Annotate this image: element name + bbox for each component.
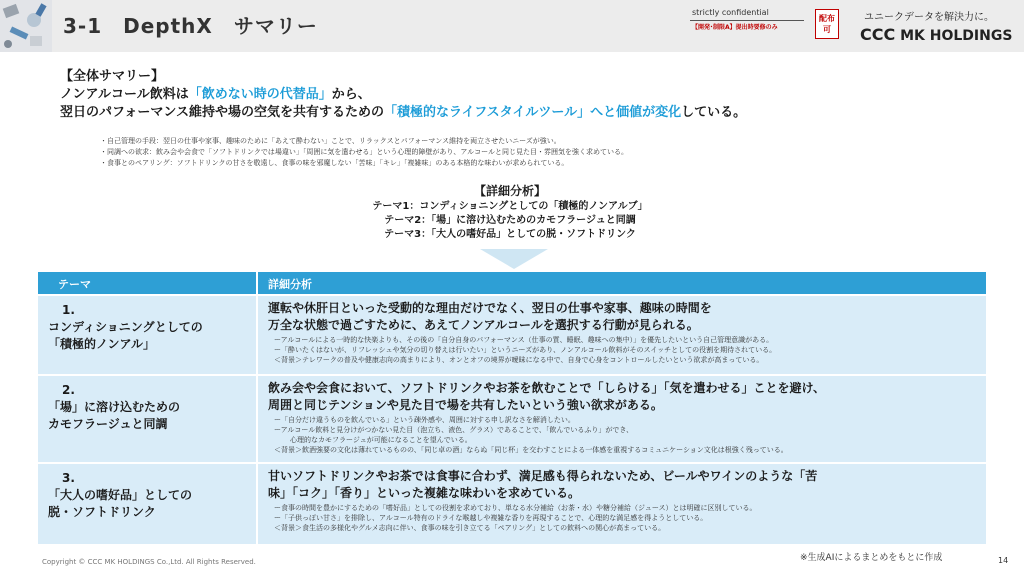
overall-summary <box>60 68 960 122</box>
summary-bullet: ・同調への欲求：飲み会や会食で「ソフトドリンクでは場違い」「周囲に気を遣わせる」という心理的障壁があり、アルコールと同じ見た目・雰囲気を強く求めている。 <box>100 148 628 156</box>
detail-cell <box>256 296 986 374</box>
theme-title: カモフラージュと同調 <box>48 417 168 431</box>
copyright-text: Copyright © CCC MK HOLDINGS Co.,Ltd. All Rights Reserved. <box>42 558 256 566</box>
table-header <box>38 272 986 294</box>
detail-cell <box>256 376 986 462</box>
detail-sub-text: ー「酔いたくはないが、リフレッシュや気分の切り替えは行いたい」というニーズがあり、ノンアルコール飲料がそのスイッチとしての役割を期待されている。 <box>274 346 777 354</box>
detail-sub-text: ー「子供っぽい甘さ」を排除し、アルコール特有のドライな喉越しや複雑な香りを再現することで、心理的な満足感を得ようとしている。 <box>274 514 708 522</box>
company-logo <box>860 25 1012 44</box>
detail-sub-text: ＜背景＞飲酒強要の文化は薄れているものの、「同じ卓の酒」ならぬ「同じ杯」を交わすことによる一体感を重視するコミュニケーション文化は根強く残っている。 <box>274 446 788 454</box>
detail-theme: テーマ1：コンディショニングとしての「積極的ノンアルブ」 <box>372 201 648 212</box>
down-arrow-icon <box>480 249 548 269</box>
confidential-label <box>690 8 804 40</box>
summary-line-2 <box>60 104 960 122</box>
source-note: ※生成AIによるまとめをもとに作成 <box>800 553 943 563</box>
detail-main-line: 万全な状態で過ごすために、あえてノンアルコールを選択する行動が見られる。 <box>268 318 699 332</box>
detail-heading: 【詳細分析】 <box>473 184 546 198</box>
corner-decoration-image <box>0 0 52 52</box>
theme-number: 1. <box>62 303 75 317</box>
detail-sub-text: 心理的なカモフラージュが可能になることを望んでいる。 <box>290 436 472 444</box>
summary-bullet: ・自己管理の手段：翌日の仕事や家事、趣味のために「あえて酔わない」ことで、リラックスとパフォーマンス維持を両立させたいニーズが強い。 <box>100 137 561 145</box>
theme-number: 3. <box>62 471 75 485</box>
logo-text: MK HOLDINGS <box>900 28 1013 44</box>
detail-cell <box>256 464 986 544</box>
analysis-table <box>38 272 986 544</box>
detail-sub-text: ーアルコール飲料と見分けがつかない見た目（泡立ち、液色、グラス）であることで、「飲んでいるふり」ができ、 <box>274 426 634 434</box>
header-bar <box>0 0 1024 52</box>
theme-title: 「大人の嗜好品」としての <box>48 488 193 502</box>
detail-main-line: 甘いソフトドリンクやお茶では食事に合わず、満足感も得られないため、ビールやワインのような「苦 <box>268 469 818 483</box>
theme-cell <box>38 296 256 374</box>
detail-main-line: 周囲と同じテンションや見た目で場を共有したいという強い欲求がある。 <box>268 398 663 412</box>
detail-main-line: 運転や休肝日といった受動的な理由だけでなく、翌日の仕事や家事、趣味の時間を <box>268 301 712 315</box>
page-title: 3-1 DepthX サマリー <box>63 14 318 38</box>
table-header-theme: テーマ <box>58 278 91 291</box>
page-number: 14 <box>998 556 1009 565</box>
confidential-text: strictly confidential <box>690 8 804 21</box>
detail-theme: テーマ3：「大人の嗜好品」としての脱・ソフトドリンク <box>384 229 636 240</box>
detail-theme: テーマ2：「場」に溶け込むためのカモフラージュと同調 <box>384 215 636 226</box>
summary-line-1 <box>60 86 960 104</box>
detail-sub-text: ＜背景＞食生活の多様化やグルメ志向に伴い、食事の味を引き立てる「ペアリング」としての飲料への関心が高まっている。 <box>274 524 666 532</box>
theme-title: 脱・ソフトドリンク <box>48 505 156 519</box>
detail-main-text <box>268 300 980 334</box>
distribution-badge: 配布可 <box>815 9 839 39</box>
summary-line1-pre: ノンアルコール飲料は <box>60 87 189 102</box>
detail-analysis <box>300 183 720 242</box>
detail-main-line: 味」「コク」「香り」といった複雑な味わいを求めている。 <box>268 486 581 500</box>
detail-main-text <box>268 380 980 414</box>
detail-sub-text: ー「自分だけ違うものを飲んでいる」という疎外感や、周囲に対する申し訳なさを解消したい。 <box>274 416 575 424</box>
detail-sub-text: ー食事の時間を豊かにするための「嗜好品」としての役割を求めており、単なる水分補給（お茶・水）や糖分補給（ジュース）とは明確に区別している。 <box>274 504 757 512</box>
summary-line2-post: している。 <box>681 105 747 120</box>
tagline: ユニークデータを解決力に。 <box>864 12 994 23</box>
theme-cell <box>38 376 256 462</box>
detail-main-line: 飲み会や会食において、ソフトドリンクやお茶を飲むことで「しらける」「気を遣わせる」ことを避け、 <box>268 381 826 395</box>
confidential-subtext: 【開発･制限A】提出時要修のみ <box>692 24 778 31</box>
logo-ccc: CCC <box>860 25 896 44</box>
summary-line1-post: から、 <box>331 87 371 102</box>
theme-cell <box>38 464 256 544</box>
theme-title: コンディショニングとしての <box>48 320 203 334</box>
theme-number: 2. <box>62 383 75 397</box>
summary-bullets <box>100 136 920 169</box>
theme-title: 「積極的ノンアル」 <box>48 337 156 351</box>
detail-sub-text: ＜背景＞テレワークの普及や健康志向の高まりにより、オンとオフの境界が曖昧になる中で、自身で心身をコントロールしたいという欲求が高まっている。 <box>274 356 764 364</box>
summary-line1-highlight: 「飲めない時の代替品」 <box>188 87 332 102</box>
summary-line2-pre: 翌日のパフォーマンス維持や場の空気を共有するための <box>60 105 384 120</box>
summary-line2-highlight: 「積極的なライフスタイルツール」へと価値が変化 <box>383 105 682 120</box>
table-row <box>38 462 986 544</box>
detail-sub-text: ーアルコールによる一時的な快楽よりも、その後の「自分自身のパフォーマンス（仕事の質、睡眠、趣味への集中）」を優先したいという自己管理意識がある。 <box>274 336 774 344</box>
summary-bullet: ・食事とのペアリング：ソフトドリンクの甘さを敬遠し、食事の味を邪魔しない「苦味」「キレ」「複雑味」のある本格的な味わいが求められている。 <box>100 159 569 167</box>
table-row <box>38 374 986 462</box>
table-row <box>38 294 986 374</box>
summary-heading: 【全体サマリー】 <box>60 69 165 84</box>
theme-title: 「場」に溶け込むための <box>48 400 181 414</box>
detail-main-text <box>268 468 980 502</box>
table-header-detail: 詳細分析 <box>256 272 986 294</box>
